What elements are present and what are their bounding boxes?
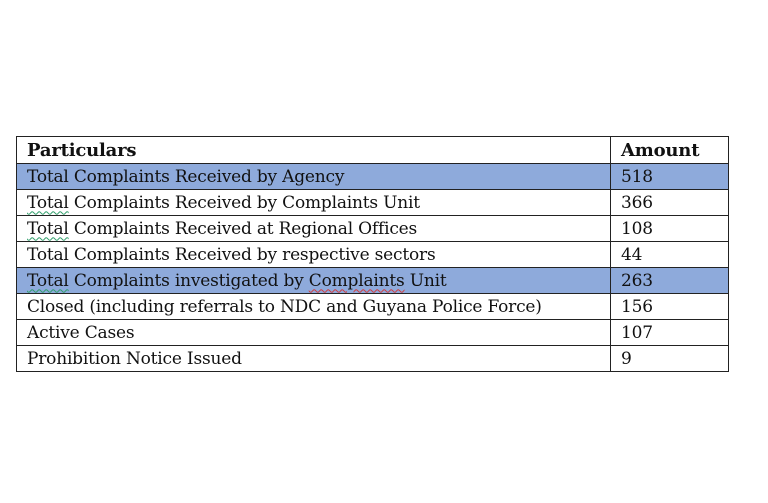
row-label-text: Unit bbox=[404, 270, 447, 291]
row-amount: 263 bbox=[611, 268, 729, 294]
table-row bbox=[17, 320, 729, 346]
header-particulars: Particulars bbox=[17, 137, 611, 164]
table-row bbox=[17, 216, 729, 242]
row-label-text: Complaints Received at Regional Offices bbox=[68, 218, 418, 239]
table-row bbox=[17, 164, 729, 190]
complaints-summary-table bbox=[16, 136, 729, 372]
row-label bbox=[17, 268, 611, 294]
table-row bbox=[17, 294, 729, 320]
row-amount: 107 bbox=[611, 320, 729, 346]
row-label bbox=[17, 216, 611, 242]
row-label: Prohibition Notice Issued bbox=[17, 346, 611, 372]
row-label: Active Cases bbox=[17, 320, 611, 346]
row-amount: 366 bbox=[611, 190, 729, 216]
spellcheck-word: Total bbox=[27, 218, 69, 239]
row-label: Closed (including referrals to NDC and Guyana Police Force) bbox=[17, 294, 611, 320]
row-label-text: Complaints investigated by bbox=[68, 270, 309, 291]
table-row bbox=[17, 346, 729, 372]
header-amount: Amount bbox=[611, 137, 729, 164]
row-label bbox=[17, 190, 611, 216]
spellcheck-word: Total bbox=[27, 192, 69, 213]
table-header-row bbox=[17, 137, 729, 164]
row-amount: 518 bbox=[611, 164, 729, 190]
table-row bbox=[17, 190, 729, 216]
spellcheck-word: Complaints bbox=[308, 270, 405, 291]
row-label-text: Complaints Received by Complaints Unit bbox=[68, 192, 420, 213]
spellcheck-word: Total bbox=[27, 270, 69, 291]
row-label: Total Complaints Received by respective sectors bbox=[17, 242, 611, 268]
row-amount: 108 bbox=[611, 216, 729, 242]
table-row bbox=[17, 242, 729, 268]
row-amount: 9 bbox=[611, 346, 729, 372]
row-amount: 44 bbox=[611, 242, 729, 268]
table-row bbox=[17, 268, 729, 294]
row-amount: 156 bbox=[611, 294, 729, 320]
row-label: Total Complaints Received by Agency bbox=[17, 164, 611, 190]
